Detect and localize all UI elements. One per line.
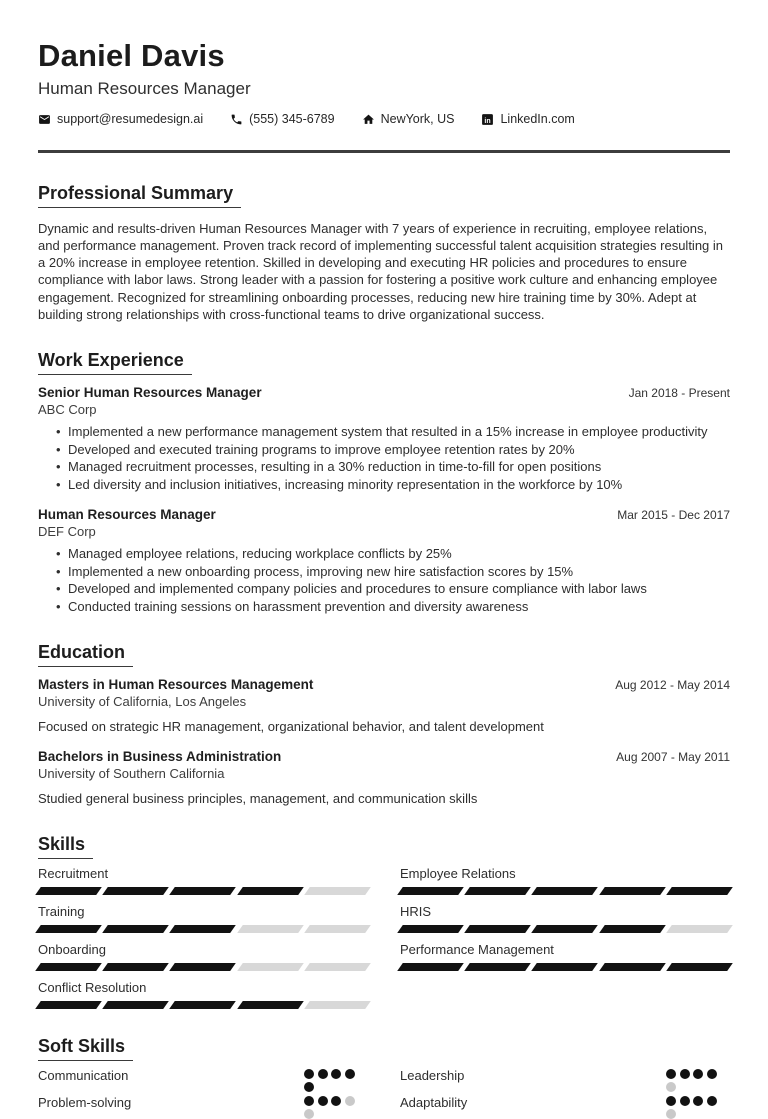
person-job-title: Human Resources Manager (38, 79, 251, 98)
degree-title: Masters in Human Resources Management (38, 677, 314, 693)
job-bullet: • Developed and implemented company policies and procedures to ensure compliance with labor laws (56, 580, 730, 598)
soft-skill-item (38, 1068, 368, 1083)
skill-item (38, 866, 368, 895)
degree-date: Aug 2012 - May 2014 (615, 678, 730, 693)
email-icon (38, 113, 51, 126)
skill-dots (304, 1096, 356, 1106)
skill-item (400, 904, 730, 933)
skill-dots (666, 1096, 718, 1106)
degree-school: University of Southern California (38, 766, 225, 782)
phone-icon (230, 113, 243, 126)
contact-location-text: NewYork, US (380, 112, 455, 126)
job-date: Jan 2018 - Present (628, 386, 730, 401)
degree-description: Focused on strategic HR management, organizational behavior, and talent development (38, 719, 544, 735)
job-header (38, 384, 730, 401)
soft-skill-label: Problem-solving (38, 1095, 132, 1111)
soft-skills-grid (38, 1068, 730, 1110)
job-bullet-list (38, 545, 730, 615)
section-skills (38, 835, 730, 1009)
soft-skill-item (400, 1095, 730, 1110)
skill-level-bar (38, 1001, 368, 1009)
skill-level-bar (38, 887, 368, 895)
job-bullet: • Conducted training sessions on harassment prevention and diversity awareness (56, 598, 730, 616)
contact-linkedin (481, 111, 574, 127)
contact-linkedin-text: LinkedIn.com (500, 112, 575, 126)
contact-phone (230, 111, 334, 127)
home-icon (362, 113, 375, 126)
professional-summary-text: Dynamic and results-driven Human Resources Manager with 7 years of experience in recruiting, employee relations, and performance management. Proven track record of implementing successful talent acquisition strategies resulting in a 20% increase in employee retention. Skilled in developing and executing HR policies and procedures to ensure compliance with labor laws. Strong leader with a passion for fostering a positive work culture and enhancing employee engagement. Recognized for streamlining onboarding processes, reducing new hire training time by 30%. Adept at building strong relationships with cross-functional teams to drive organizational success. (38, 220, 724, 322)
skill-item (38, 904, 368, 933)
skill-label: HRIS (400, 904, 432, 920)
header-divider (38, 150, 730, 153)
job-bullet: • Implemented a new performance management system that resulted in a 15% increase in employee productivity (56, 423, 730, 441)
soft-skill-item (38, 1095, 368, 1110)
degree-header (38, 748, 730, 765)
soft-skill-label: Communication (38, 1068, 129, 1084)
skill-item (400, 942, 730, 971)
degree-description: Studied general business principles, management, and communication skills (38, 791, 478, 807)
job-entry (38, 506, 730, 615)
soft-skills-heading: Soft Skills (38, 1037, 133, 1061)
svg-text:in: in (484, 117, 492, 125)
contact-email-text: support@resumedesign.ai (57, 112, 204, 126)
skill-label: Recruitment (38, 866, 109, 882)
skill-label: Performance Management (400, 942, 554, 958)
skills-grid (38, 866, 730, 1009)
section-education (38, 643, 730, 807)
skill-level-bar (400, 887, 730, 895)
linkedin-icon (481, 113, 494, 126)
job-entry (38, 384, 730, 493)
job-bullet: • Managed recruitment processes, resulting in a 30% reduction in time-to-fill for open positions (56, 458, 730, 476)
skill-item (38, 942, 368, 971)
contact-row (38, 111, 730, 127)
section-soft-skills (38, 1037, 730, 1110)
contact-email (38, 111, 203, 127)
section-work-experience (38, 351, 730, 615)
skills-heading: Skills (38, 835, 93, 859)
skill-level-bar (38, 925, 368, 933)
resume-header (38, 40, 730, 127)
soft-skill-label: Adaptability (400, 1095, 468, 1111)
skill-label: Training (38, 904, 85, 920)
person-name: Daniel Davis (38, 38, 225, 73)
job-bullet: • Led diversity and inclusion initiatives, increasing minority representation in the workforce by 10% (56, 476, 730, 494)
skill-level-bar (400, 963, 730, 971)
contact-location (362, 111, 455, 127)
soft-skill-item (400, 1068, 730, 1083)
skill-label: Employee Relations (400, 866, 516, 882)
education-heading: Education (38, 643, 133, 667)
job-date: Mar 2015 - Dec 2017 (617, 508, 730, 523)
degree-date: Aug 2007 - May 2011 (616, 750, 730, 765)
work-experience-heading: Work Experience (38, 351, 192, 375)
education-entry (38, 676, 730, 735)
degree-header (38, 676, 730, 693)
job-company: DEF Corp (38, 524, 96, 540)
skill-level-bar (400, 925, 730, 933)
skill-level-bar (38, 963, 368, 971)
degree-title: Bachelors in Business Administration (38, 749, 282, 765)
job-title: Human Resources Manager (38, 507, 216, 523)
skill-label: Onboarding (38, 942, 106, 958)
skill-item (400, 866, 730, 895)
job-bullet: • Implemented a new onboarding process, improving new hire satisfaction scores by 15% (56, 563, 730, 581)
education-entry (38, 748, 730, 807)
contact-phone-text: (555) 345-6789 (249, 112, 335, 126)
job-header (38, 506, 730, 523)
degree-school: University of California, Los Angeles (38, 694, 247, 710)
soft-skill-label: Leadership (400, 1068, 465, 1084)
section-professional-summary (38, 184, 730, 324)
job-bullet: • Developed and executed training programs to improve employee retention rates by 20% (56, 441, 730, 459)
professional-summary-heading: Professional Summary (38, 184, 241, 208)
job-company: ABC Corp (38, 402, 97, 418)
skill-item (38, 980, 368, 1009)
job-bullet: • Managed employee relations, reducing workplace conflicts by 25% (56, 545, 730, 563)
job-title: Senior Human Resources Manager (38, 385, 262, 401)
job-bullet-list (38, 423, 730, 493)
skill-label: Conflict Resolution (38, 980, 147, 996)
